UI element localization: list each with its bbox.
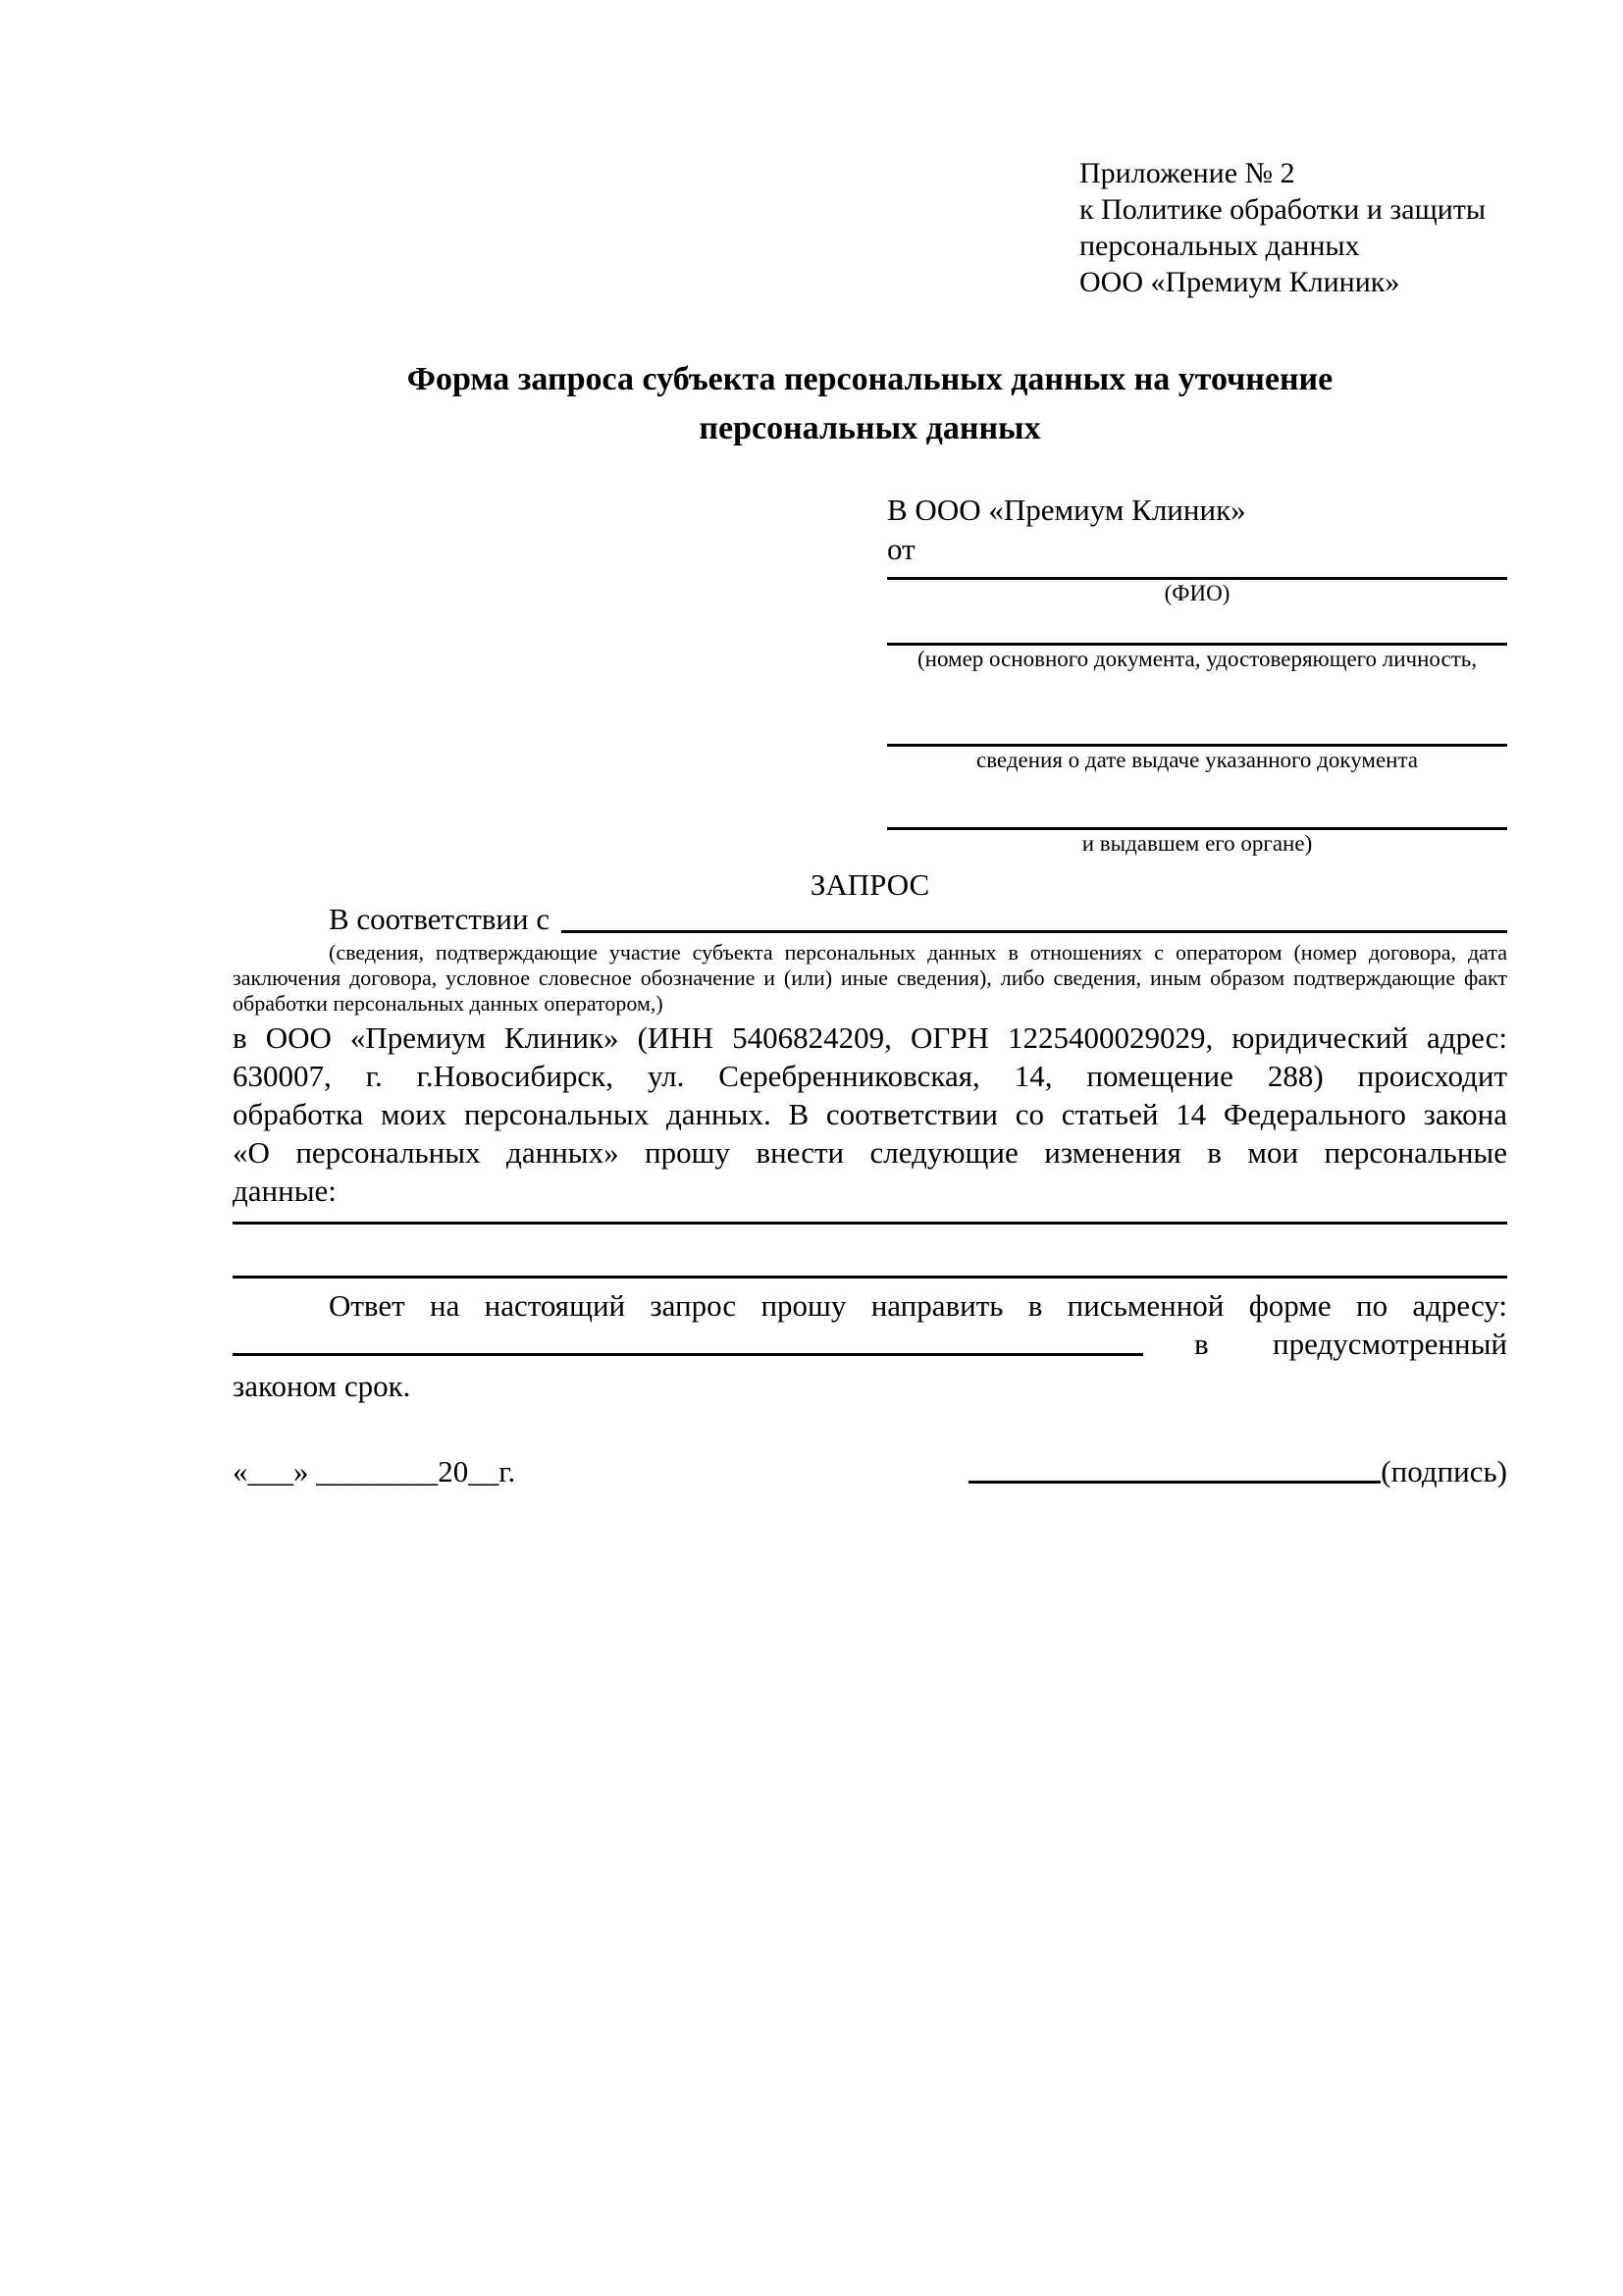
footnote-line: обработки персональных данных оператором,) [233,991,663,1016]
date-signature-row [233,1452,1507,1490]
issue-date-caption: сведения о дате выдаче указанного документа [975,748,1419,772]
request-heading: ЗАПРОС [810,867,930,902]
body-line: «О персональных данных» прошу внести следующие изменения в мои персональные [233,1135,1507,1170]
signature-blank-line [969,1481,1381,1484]
issuer-blank-line [887,774,1507,830]
footnote-line: заключения договора, условное словесное обозначение и (или) иные сведения), либо сведения, иным образом подтверждающие факт [233,965,1507,990]
issue-date-field [887,673,1507,774]
reply-line-2 [233,1325,1507,1363]
doc-number-caption: (номер основного документа, удостоверяющего личность, [916,647,1477,671]
doc-number-blank-line [887,607,1507,646]
footnote-line: (сведения, подтверждающие участие субъекта персональных данных в отношениях с оператором (номер договора, дата [329,940,1507,965]
fio-caption: (ФИО) [1164,581,1230,605]
body-line: данные: [233,1174,337,1208]
body-line: 630007, г. г.Новосибирск, ул. Серебренниковская, 14, помещение 288) происходит [233,1059,1507,1093]
addressee-from: от [887,532,916,566]
body-paragraph [233,1018,1507,1210]
issuer-caption: и выдавшем его органе) [1081,831,1313,856]
issue-date-blank-line [887,673,1507,747]
fio-field [887,569,1507,607]
header-block [1079,155,1507,300]
header-line: ООО «Премиум Клиник» [1079,266,1400,298]
reply-line-3: законом срок. [233,1369,411,1403]
signature-caption: (подпись) [1381,1454,1507,1488]
addressee-block [887,491,1507,858]
header-line: к Политике обработки и защиты [1079,193,1487,226]
body-line: обработка моих персональных данных. В соответствии со статьей 14 Федерального закона [233,1097,1507,1131]
header-line: Приложение № 2 [1079,157,1295,189]
reply-line-1: Ответ на настоящий запрос прошу направить в письменной форме по адресу: [329,1288,1507,1323]
issuer-field [887,774,1507,858]
details-blank-line-1 [233,1210,1507,1225]
footnote [233,940,1507,1017]
title-line: персональных данных [699,410,1041,446]
intro-row [233,903,1507,936]
fio-blank-line [887,569,1507,580]
addressee-to: В ООО «Премиум Клиник» [887,493,1246,527]
title-line: Форма запроса субъекта персональных данных на уточнение [406,361,1334,397]
reply-word-1: в [1194,1327,1209,1361]
reply-address-blank-line [233,1353,1143,1356]
doc-number-field [887,607,1507,673]
body-line: в ООО «Премиум Клиник» (ИНН 5406824209, ОГРН 1225400029029, юридический адрес: [233,1020,1507,1055]
details-blank-line-2 [233,1225,1507,1278]
intro-text: В соответствии с [329,902,550,936]
reply-word-2: предусмотренный [1273,1327,1507,1361]
intro-blank-line [561,930,1507,933]
date-blank: «___» ________20__г. [233,1454,516,1488]
signature-area [969,1452,1507,1490]
document-title [233,355,1507,453]
header-line: персональных данных [1079,230,1360,262]
